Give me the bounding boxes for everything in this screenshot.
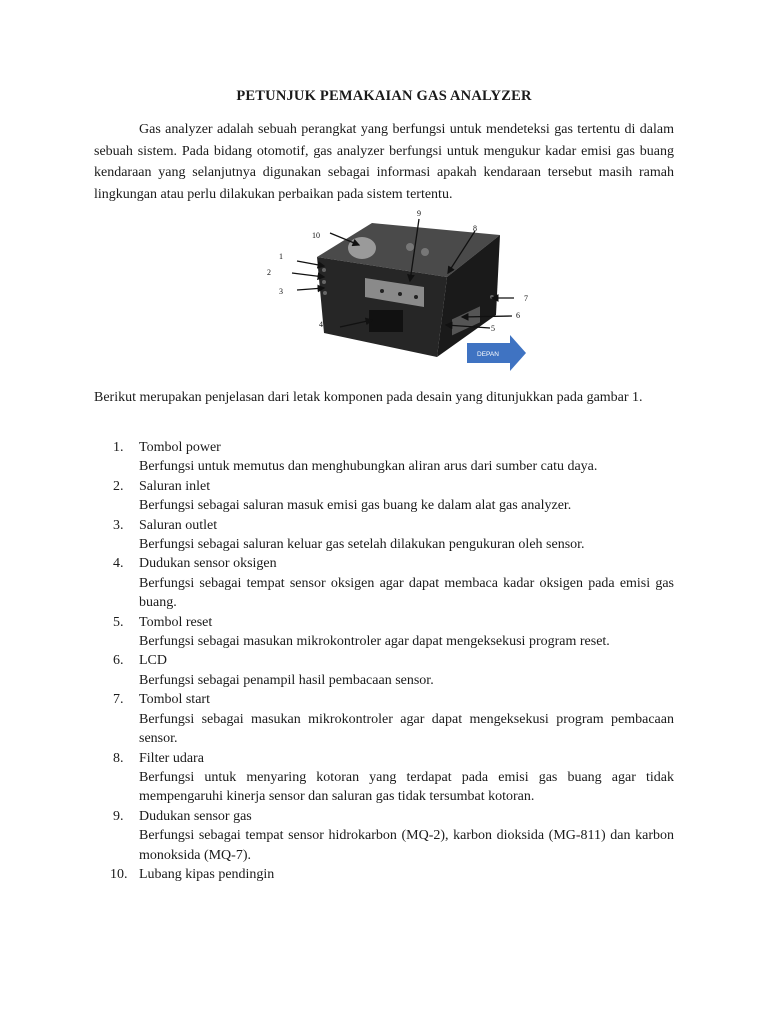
list-item-number: 4. <box>113 556 124 572</box>
component-name: Filter udara <box>139 750 204 766</box>
component-name: LCD <box>139 653 167 669</box>
oxygen-sensor <box>369 310 403 332</box>
list-item-number: 3. <box>113 517 124 533</box>
component-list <box>94 438 674 884</box>
component-description: Berfungsi sebagai tempat sensor hidrokarbon (MQ-2), karbon dioksida (MG-811) dan karbon monoksida (MQ-7). <box>139 828 674 863</box>
figure-label: 7 <box>524 294 528 303</box>
figure-label: 6 <box>516 311 520 320</box>
list-item <box>94 516 674 555</box>
front-arrow-label: DEPAN <box>477 351 499 358</box>
document-title: PETUNJUK PEMAKAIAN GAS ANALYZER <box>236 88 532 104</box>
device-box <box>317 223 500 357</box>
filter-cap <box>406 243 414 251</box>
list-item <box>94 554 674 612</box>
component-name: Tombol power <box>139 440 221 455</box>
list-item <box>94 613 674 652</box>
list-item <box>94 477 674 516</box>
figure-label: 8 <box>473 224 477 233</box>
list-item <box>94 807 674 865</box>
component-name: Lubang kipas pendingin <box>139 866 275 882</box>
component-description: Berfungsi untuk memutus dan menghubungkan aliran arus dari sumber catu daya. <box>139 459 598 475</box>
component-name: Saluran inlet <box>139 478 211 494</box>
list-item-number: 6. <box>113 653 124 669</box>
list-item-number: 8. <box>113 750 124 766</box>
list-item <box>94 749 674 807</box>
component-name: Dudukan sensor gas <box>139 808 252 824</box>
figure-label: 4 <box>319 320 323 329</box>
fan-hole <box>348 237 376 259</box>
gas-analyzer-figure <box>262 205 532 375</box>
component-description: Berfungsi sebagai penampil hasil pembacaan sensor. <box>139 672 434 688</box>
intro-paragraph: Gas analyzer adalah sebuah perangkat yang berfungsi untuk mendeteksi gas tertentu di dalam sebuah sistem. Pada bidang otomotif, gas analyzer berfungsi untuk mengukur kadar emisi gas buang kendaraan yang selanjutnya digunakan sebagai informasi apakah kendaraan tersebut masih ramah lingkungan atau perlu dilakukan perbaikan pada sistem tertentu. <box>94 122 674 202</box>
list-item-number: 1. <box>113 440 124 455</box>
gas-analyzer-diagram <box>262 205 532 375</box>
component-name: Tombol reset <box>139 614 213 630</box>
front-arrow <box>467 335 526 371</box>
list-item <box>94 651 674 690</box>
component-description: Berfungsi sebagai saluran masuk emisi gas buang ke dalam alat gas analyzer. <box>139 498 572 514</box>
list-item <box>94 865 674 884</box>
component-description: Berfungsi sebagai masukan mikrokontroler agar dapat mengeksekusi program reset. <box>139 634 610 650</box>
component-name: Tombol start <box>139 692 210 708</box>
component-description: Berfungsi sebagai masukan mikrokontroler agar dapat mengeksekusi program pembacaan sensor. <box>139 711 674 747</box>
component-description: Berfungsi sebagai saluran keluar gas setelah dilakukan pengukuran oleh sensor. <box>139 537 585 553</box>
component-description: Berfungsi untuk menyaring kotoran yang terdapat pada emisi gas buang agar tidak mempengaruhi kinerja sensor dan saluran gas tidak tersumbat kotoran. <box>139 769 674 805</box>
component-description: Berfungsi sebagai tempat sensor oksigen agar dapat membaca kadar oksigen pada emisi gas buang. <box>139 575 674 611</box>
component-intro-paragraph: Berikut merupakan penjelasan dari letak komponen pada desain yang ditunjukkan pada gambar 1. <box>94 390 643 405</box>
component-name: Dudukan sensor oksigen <box>139 556 277 572</box>
component-name: Saluran outlet <box>139 517 218 533</box>
list-item <box>94 690 674 748</box>
list-item-number: 7. <box>113 692 124 708</box>
figure-label: 1 <box>279 252 283 261</box>
list-item-number: 9. <box>113 808 124 824</box>
figure-label: 9 <box>417 209 421 218</box>
list-item-number: 5. <box>113 614 124 630</box>
figure-label: 10 <box>312 231 320 240</box>
list-item <box>94 438 674 477</box>
list-item-number: 2. <box>113 478 124 494</box>
figure-label: 2 <box>267 268 271 277</box>
list-item-number: 10. <box>110 866 128 882</box>
figure-label: 3 <box>279 287 283 296</box>
figure-label: 5 <box>491 324 495 333</box>
